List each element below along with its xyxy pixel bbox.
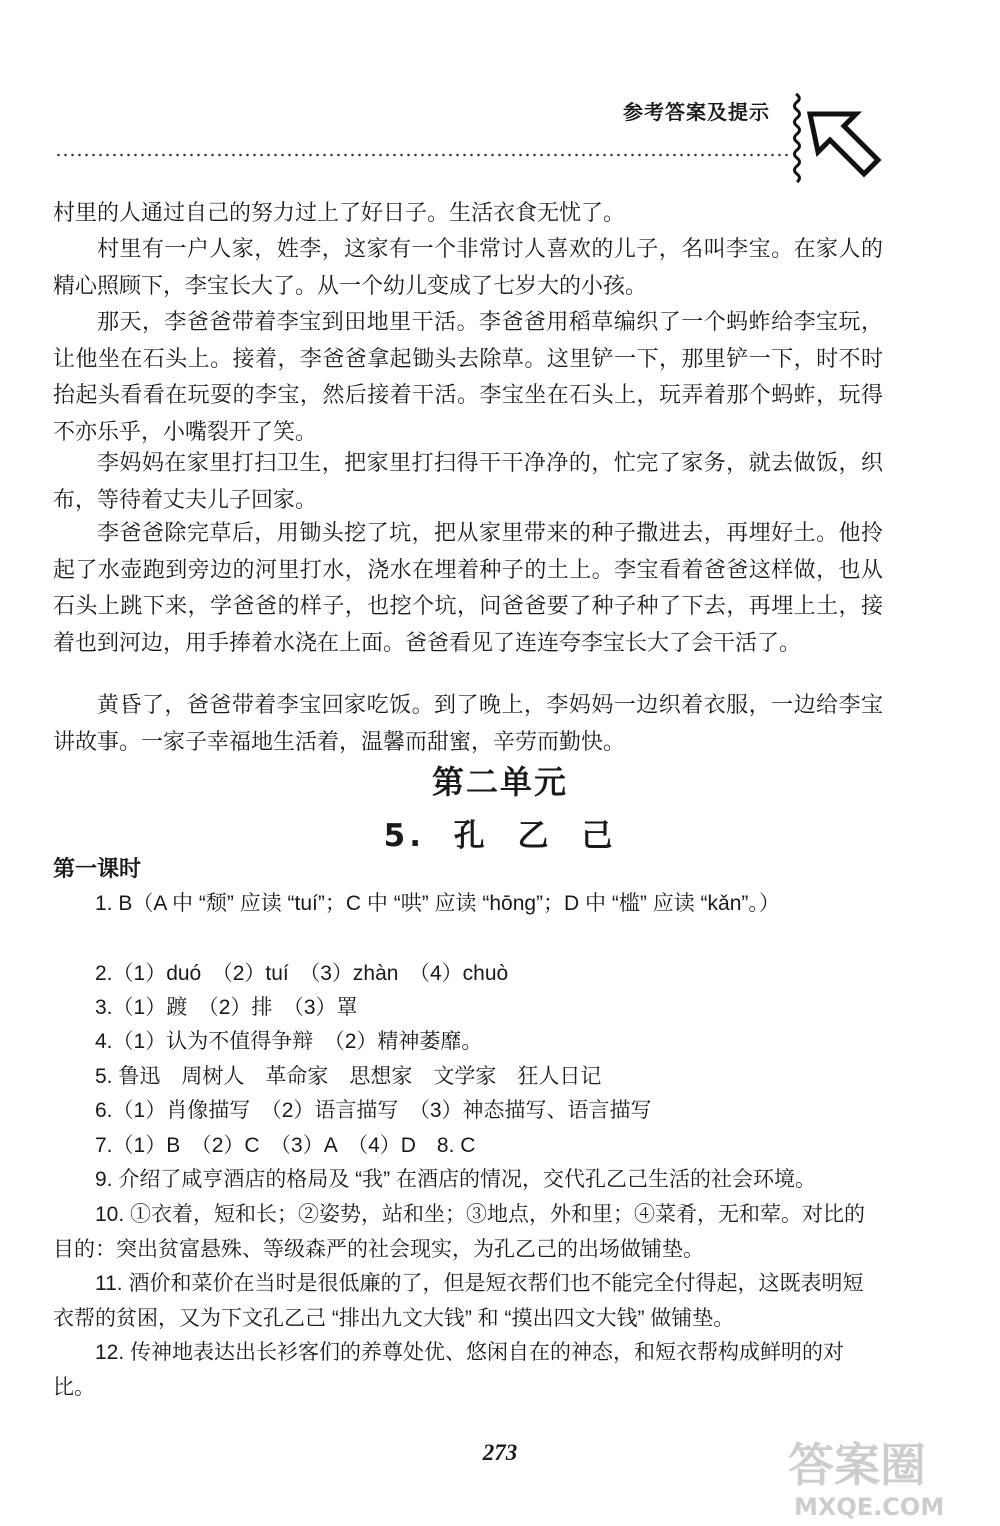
story-paragraph: 村里有一户人家，姓李，这家有一个非常讨人喜欢的儿子，名叫李宝。在家人的精心照顾下，李宝长大了。从一个幼儿变成了七岁大的小孩。 — [53, 237, 883, 299]
dotted-header-rule — [55, 152, 790, 158]
answer-item: 6.（1）肖像描写 （2）语言描写 （3）神态描写、语言描写 — [95, 1099, 652, 1122]
running-header-title: 参考答案及提示 — [623, 100, 770, 124]
watermark-logo-text: 答案圈 — [788, 1438, 926, 1492]
answer-item: 7.（1）B （2）C （3）A （4）D 8. C — [95, 1134, 476, 1157]
story-paragraph: 李爸爸除完草后，用锄头挖了坑，把从家里带来的种子撒进去，再埋好土。他拎起了水壶跑到旁边的河里打水，浇水在埋着种子的土上。李宝看着爸爸这样做，也从石头上跳下来，学爸爸的样子，也挖个坑，问爸爸要了种子种了下去，再埋上土，接着也到河边，用手捧着水浇在上面。爸爸看见了连连夸李宝长大了会干活了。 — [53, 521, 883, 656]
unit-title: 第二单元 — [431, 763, 568, 801]
answer-item: 9. 介绍了咸亨酒店的格局及 “我” 在酒店的情况，交代孔乙己生活的社会环境。 — [95, 1168, 817, 1191]
story-paragraph: 村里的人通过自己的努力过上了好日子。生活衣食无忧了。 — [53, 201, 626, 226]
page-number: 273 — [482, 1440, 518, 1465]
watermark-url: MXQE.COM — [794, 1493, 945, 1521]
story-paragraph: 那天，李爸爸带着李宝到田地里干活。李爸爸用稻草编织了一个蚂蚱给李宝玩，让他坐在石头上。接着，李爸爸拿起锄头去除草。这里铲一下，那里铲一下，时不时抬起头看看在玩耍的李宝，然后接着干活。李宝坐在石头上，玩弄着那个蚂蚱，玩得不亦乐乎，小嘴裂开了笑。 — [53, 310, 883, 445]
section-heading: 第一课时 — [53, 857, 142, 882]
story-paragraph: 李妈妈在家里打扫卫生，把家里打扫得干干净净的，忙完了家务，就去做饭，织布，等待着丈夫儿子回家。 — [53, 451, 883, 513]
answer-item: 12. 传神地表达出长衫客们的养尊处优、悠闲自在的神态，和短衣帮构成鲜明的对比。 — [53, 1341, 845, 1399]
arrow-icon — [790, 92, 890, 192]
answer-item: 1. B（A 中 “颓” 应读 “tuí”；C 中 “哄” 应读 “hōng”；D 中 “槛” 应读 “kǎn”。） — [95, 892, 780, 915]
answer-item: 3.（1）踱 （2）排 （3）罩 — [95, 996, 358, 1019]
answer-item: 4.（1）认为不值得争辩 （2）精神萎靡。 — [95, 1030, 483, 1053]
answer-item: 10. ①衣着，短和长；②姿势，站和坐；③地点，外和里；④菜肴，无和荤。对比的目的：突出贫富悬殊、等级森严的社会现实，为孔乙己的出场做铺垫。 — [53, 1203, 866, 1261]
answer-item: 11. 酒价和菜价在当时是很低廉的了，但是短衣帮们也不能完全付得起，这既表明短衣帮的贫困，又为下文孔乙己 “排出九文大钱” 和 “摸出四文大钱” 做铺垫。 — [53, 1272, 864, 1330]
story-paragraph: 黄昏了，爸爸带着李宝回家吃饭。到了晚上，李妈妈一边织着衣服，一边给李宝讲故事。一家子幸福地生活着，温馨而甜蜜，辛劳而勤快。 — [53, 693, 883, 755]
watermark-logo — [780, 1425, 990, 1523]
answer-item: 2.（1）duó （2）tuí （3）zhàn （4）chuò — [95, 962, 509, 985]
answer-item: 5. 鲁迅 周树人 革命家 思想家 文学家 狂人日记 — [95, 1065, 602, 1088]
lesson-title: 5. 孔 乙 己 — [383, 818, 617, 854]
